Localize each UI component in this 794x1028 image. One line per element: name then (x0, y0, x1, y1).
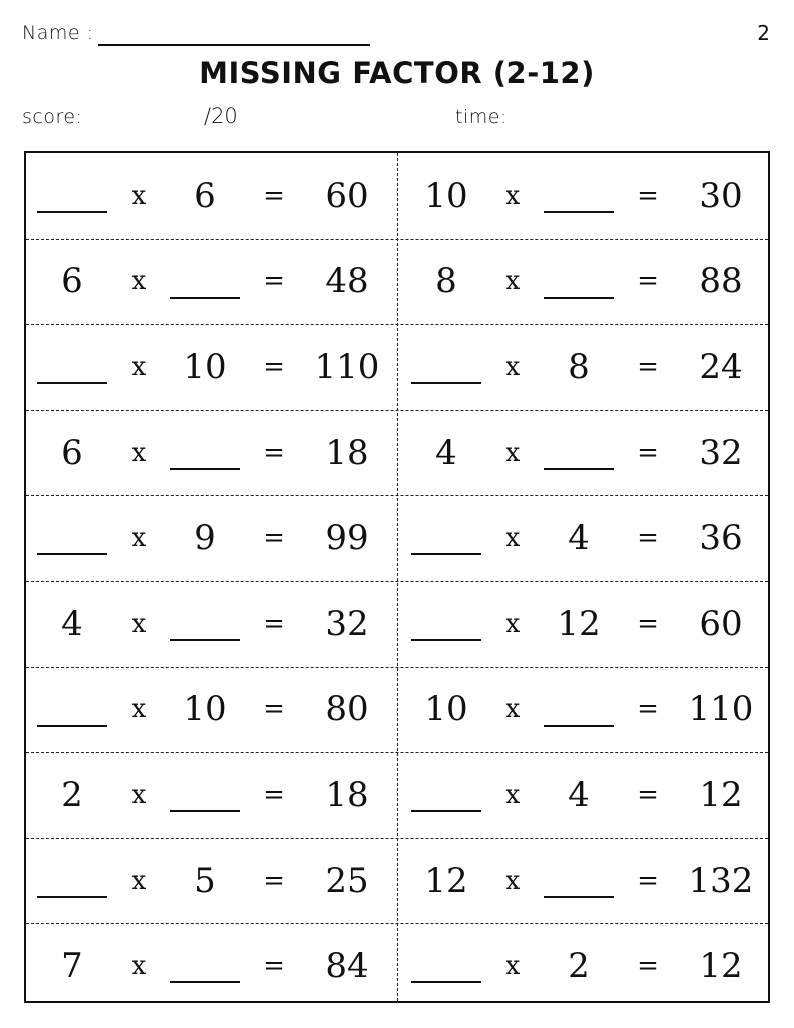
times-sign: x (131, 266, 147, 297)
equals-sign: = (637, 694, 659, 725)
equals-sign: = (263, 180, 285, 211)
factor-a: 12 (424, 860, 468, 901)
product: 12 (699, 774, 743, 815)
time-label: time: (455, 106, 507, 128)
times-sign: x (505, 351, 521, 382)
times-sign: x (505, 266, 521, 297)
answer-blank[interactable] (170, 639, 240, 641)
problem-right (400, 581, 768, 667)
times-sign: x (131, 694, 147, 725)
answer-blank[interactable] (544, 468, 614, 470)
answer-blank[interactable] (170, 810, 240, 812)
product: 110 (314, 346, 380, 387)
equals-sign: = (637, 523, 659, 554)
times-sign: x (505, 437, 521, 468)
problem-right (400, 495, 768, 581)
product: 12 (699, 946, 743, 987)
product: 99 (325, 518, 369, 559)
factor-b: 4 (568, 774, 590, 815)
factor-b: 10 (183, 689, 227, 730)
factor-b: 10 (183, 346, 227, 387)
problem-row (26, 581, 768, 668)
product: 32 (325, 603, 369, 644)
answer-blank[interactable] (411, 981, 481, 983)
problem-row (26, 153, 768, 240)
problem-left (26, 923, 394, 1009)
product: 60 (699, 603, 743, 644)
product: 18 (325, 432, 369, 473)
page-number: 2 (757, 21, 770, 45)
problem-right (400, 153, 768, 239)
answer-blank[interactable] (411, 553, 481, 555)
times-sign: x (131, 608, 147, 639)
factor-a: 4 (435, 432, 457, 473)
problem-right (400, 923, 768, 1009)
equals-sign: = (263, 865, 285, 896)
problem-right (400, 239, 768, 325)
problem-left (26, 752, 394, 838)
equals-sign: = (263, 351, 285, 382)
factor-b: 8 (568, 346, 590, 387)
problem-left (26, 495, 394, 581)
equals-sign: = (263, 437, 285, 468)
problem-row (26, 410, 768, 497)
problem-right (400, 410, 768, 496)
problem-left (26, 667, 394, 753)
factor-b: 12 (557, 603, 601, 644)
times-sign: x (131, 779, 147, 810)
problem-row (26, 667, 768, 754)
page-title: MISSING FACTOR (2-12) (199, 56, 595, 90)
equals-sign: = (263, 779, 285, 810)
equals-sign: = (637, 951, 659, 982)
answer-blank[interactable] (544, 297, 614, 299)
factor-a: 6 (61, 261, 83, 302)
answer-blank[interactable] (544, 211, 614, 213)
answer-blank[interactable] (544, 896, 614, 898)
factor-b: 4 (568, 518, 590, 559)
problem-right (400, 324, 768, 410)
factor-b: 2 (568, 946, 590, 987)
problem-left (26, 153, 394, 239)
factor-b: 5 (194, 860, 216, 901)
factor-a: 4 (61, 603, 83, 644)
problem-row (26, 923, 768, 1009)
factor-b: 9 (194, 518, 216, 559)
answer-blank[interactable] (170, 468, 240, 470)
answer-blank[interactable] (170, 981, 240, 983)
problem-grid (24, 151, 770, 1003)
answer-blank[interactable] (411, 810, 481, 812)
product: 88 (699, 261, 743, 302)
equals-sign: = (637, 266, 659, 297)
problem-left (26, 838, 394, 924)
times-sign: x (505, 865, 521, 896)
times-sign: x (131, 523, 147, 554)
times-sign: x (505, 608, 521, 639)
product: 36 (699, 518, 743, 559)
times-sign: x (131, 180, 147, 211)
equals-sign: = (263, 523, 285, 554)
product: 60 (325, 175, 369, 216)
product: 48 (325, 261, 369, 302)
problem-left (26, 410, 394, 496)
equals-sign: = (637, 437, 659, 468)
equals-sign: = (637, 865, 659, 896)
equals-sign: = (263, 694, 285, 725)
answer-blank[interactable] (37, 382, 107, 384)
times-sign: x (505, 180, 521, 211)
equals-sign: = (637, 608, 659, 639)
equals-sign: = (263, 266, 285, 297)
answer-blank[interactable] (37, 553, 107, 555)
answer-blank[interactable] (544, 725, 614, 727)
problem-right (400, 667, 768, 753)
factor-a: 7 (61, 946, 83, 987)
answer-blank[interactable] (37, 896, 107, 898)
product: 84 (325, 946, 369, 987)
equals-sign: = (637, 180, 659, 211)
equals-sign: = (263, 951, 285, 982)
factor-a: 10 (424, 689, 468, 730)
problem-left (26, 324, 394, 410)
product: 132 (688, 860, 754, 901)
times-sign: x (505, 951, 521, 982)
score-label: score: (22, 106, 83, 128)
answer-blank[interactable] (37, 725, 107, 727)
problem-right (400, 838, 768, 924)
times-sign: x (131, 351, 147, 382)
equals-sign: = (637, 779, 659, 810)
problem-right (400, 752, 768, 838)
factor-a: 8 (435, 261, 457, 302)
answer-blank[interactable] (411, 639, 481, 641)
product: 80 (325, 689, 369, 730)
problem-row (26, 752, 768, 839)
score-total: /20 (204, 104, 238, 128)
problem-row (26, 239, 768, 326)
problem-row (26, 495, 768, 582)
times-sign: x (131, 865, 147, 896)
times-sign: x (131, 437, 147, 468)
factor-a: 6 (61, 432, 83, 473)
answer-blank[interactable] (411, 382, 481, 384)
name-line[interactable] (98, 44, 370, 46)
problem-row (26, 838, 768, 925)
problem-left (26, 239, 394, 325)
product: 25 (325, 860, 369, 901)
product: 24 (699, 346, 743, 387)
times-sign: x (131, 951, 147, 982)
product: 110 (688, 689, 754, 730)
equals-sign: = (263, 608, 285, 639)
equals-sign: = (637, 351, 659, 382)
problem-left (26, 581, 394, 667)
answer-blank[interactable] (170, 297, 240, 299)
factor-a: 2 (61, 774, 83, 815)
product: 18 (325, 774, 369, 815)
factor-a: 10 (424, 175, 468, 216)
factor-b: 6 (194, 175, 216, 216)
problem-row (26, 324, 768, 411)
times-sign: x (505, 779, 521, 810)
answer-blank[interactable] (37, 211, 107, 213)
product: 32 (699, 432, 743, 473)
times-sign: x (505, 694, 521, 725)
times-sign: x (505, 523, 521, 554)
product: 30 (699, 175, 743, 216)
name-label: Name : (22, 22, 94, 44)
